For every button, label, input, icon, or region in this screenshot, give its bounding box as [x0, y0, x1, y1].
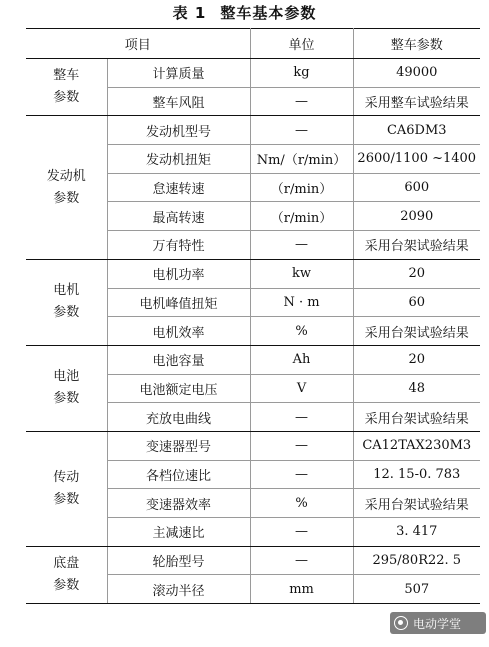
group-name-line: 参数 [53, 577, 80, 593]
value-cell: 295/80R22. 5 [353, 546, 480, 575]
vehicle-parameters-table [26, 28, 480, 604]
value-cell: 2600/1100 ~1400 [353, 145, 480, 174]
item-cell: 电池额定电压 [107, 374, 250, 403]
unit-cell: kw [250, 259, 353, 288]
value-cell: 采用台架试验结果 [353, 489, 480, 518]
unit-cell: % [250, 317, 353, 346]
table-row [26, 116, 480, 145]
value-cell: 600 [353, 173, 480, 202]
item-cell: 整车风阻 [107, 87, 250, 116]
item-cell: 万有特性 [107, 231, 250, 260]
unit-cell: — [250, 116, 353, 145]
item-cell: 充放电曲线 [107, 403, 250, 432]
unit-cell: V [250, 374, 353, 403]
value-cell: CA6DM3 [353, 116, 480, 145]
value-cell: 20 [353, 345, 480, 374]
item-cell: 发动机扭矩 [107, 145, 250, 174]
item-cell: 电机峰值扭矩 [107, 288, 250, 317]
group-name-line: 参数 [53, 391, 80, 407]
item-cell: 轮胎型号 [107, 546, 250, 575]
unit-cell: — [250, 431, 353, 460]
value-cell: 采用台架试验结果 [353, 231, 480, 260]
group-name-line: 传动 [53, 469, 80, 485]
value-cell: 采用台架试验结果 [353, 403, 480, 432]
group-name-line: 参数 [53, 190, 80, 206]
unit-cell: Nm/（r/min） [250, 145, 353, 174]
unit-cell: kg [250, 59, 353, 88]
table-caption-label: 表 1 [172, 4, 207, 22]
watermark-text: 电动学堂 [413, 616, 462, 631]
group-name-line: 底盘 [53, 555, 80, 571]
unit-cell: — [250, 518, 353, 547]
group-name-cell [26, 59, 107, 116]
value-cell: 采用台架试验结果 [353, 317, 480, 346]
group-name-cell [26, 345, 107, 431]
group-name-line: 发动机 [46, 168, 86, 184]
unit-cell: Ah [250, 345, 353, 374]
unit-cell: （r/min） [250, 202, 353, 231]
group-name-cell [26, 259, 107, 345]
header-value: 整车参数 [353, 29, 480, 59]
value-cell: 507 [353, 575, 480, 604]
table-caption-title: 整车基本参数 [220, 4, 317, 22]
value-cell: 2090 [353, 202, 480, 231]
group-name-line: 参数 [53, 305, 80, 321]
value-cell: 49000 [353, 59, 480, 88]
table-caption [0, 2, 489, 24]
group-name-cell [26, 431, 107, 546]
group-name-cell [26, 546, 107, 603]
unit-cell: — [250, 403, 353, 432]
unit-cell: — [250, 546, 353, 575]
value-cell: 采用整车试验结果 [353, 87, 480, 116]
value-cell: 48 [353, 374, 480, 403]
table-body [26, 59, 480, 604]
value-cell: CA12TAX230M3 [353, 431, 480, 460]
item-cell: 各档位速比 [107, 460, 250, 489]
unit-cell: N · m [250, 288, 353, 317]
item-cell: 最高转速 [107, 202, 250, 231]
item-cell: 发动机型号 [107, 116, 250, 145]
value-cell: 20 [353, 259, 480, 288]
unit-cell: % [250, 489, 353, 518]
item-cell: 滚动半径 [107, 575, 250, 604]
item-cell: 电机效率 [107, 317, 250, 346]
header-unit: 单位 [250, 29, 353, 59]
item-cell: 计算质量 [107, 59, 250, 88]
watermark [390, 612, 486, 634]
group-name-line: 参数 [53, 491, 80, 507]
table-row [26, 259, 480, 288]
value-cell: 60 [353, 288, 480, 317]
header-item: 项目 [26, 29, 250, 59]
unit-cell: — [250, 231, 353, 260]
group-name-line: 整车 [53, 68, 80, 84]
table-row [26, 345, 480, 374]
table-row [26, 546, 480, 575]
item-cell: 变速器效率 [107, 489, 250, 518]
table-header-row [26, 29, 480, 59]
table-row [26, 431, 480, 460]
group-name-line: 参数 [53, 90, 80, 106]
unit-cell: mm [250, 575, 353, 604]
item-cell: 变速器型号 [107, 431, 250, 460]
item-cell: 主减速比 [107, 518, 250, 547]
table-row [26, 59, 480, 88]
item-cell: 电机功率 [107, 259, 250, 288]
group-name-line: 电机 [53, 283, 80, 299]
wechat-logo-icon [394, 616, 408, 630]
unit-cell: — [250, 87, 353, 116]
unit-cell: （r/min） [250, 173, 353, 202]
value-cell: 3. 417 [353, 518, 480, 547]
group-name-cell [26, 116, 107, 259]
unit-cell: — [250, 460, 353, 489]
item-cell: 电池容量 [107, 345, 250, 374]
item-cell: 怠速转速 [107, 173, 250, 202]
group-name-line: 电池 [53, 369, 80, 385]
value-cell: 12. 15-0. 783 [353, 460, 480, 489]
